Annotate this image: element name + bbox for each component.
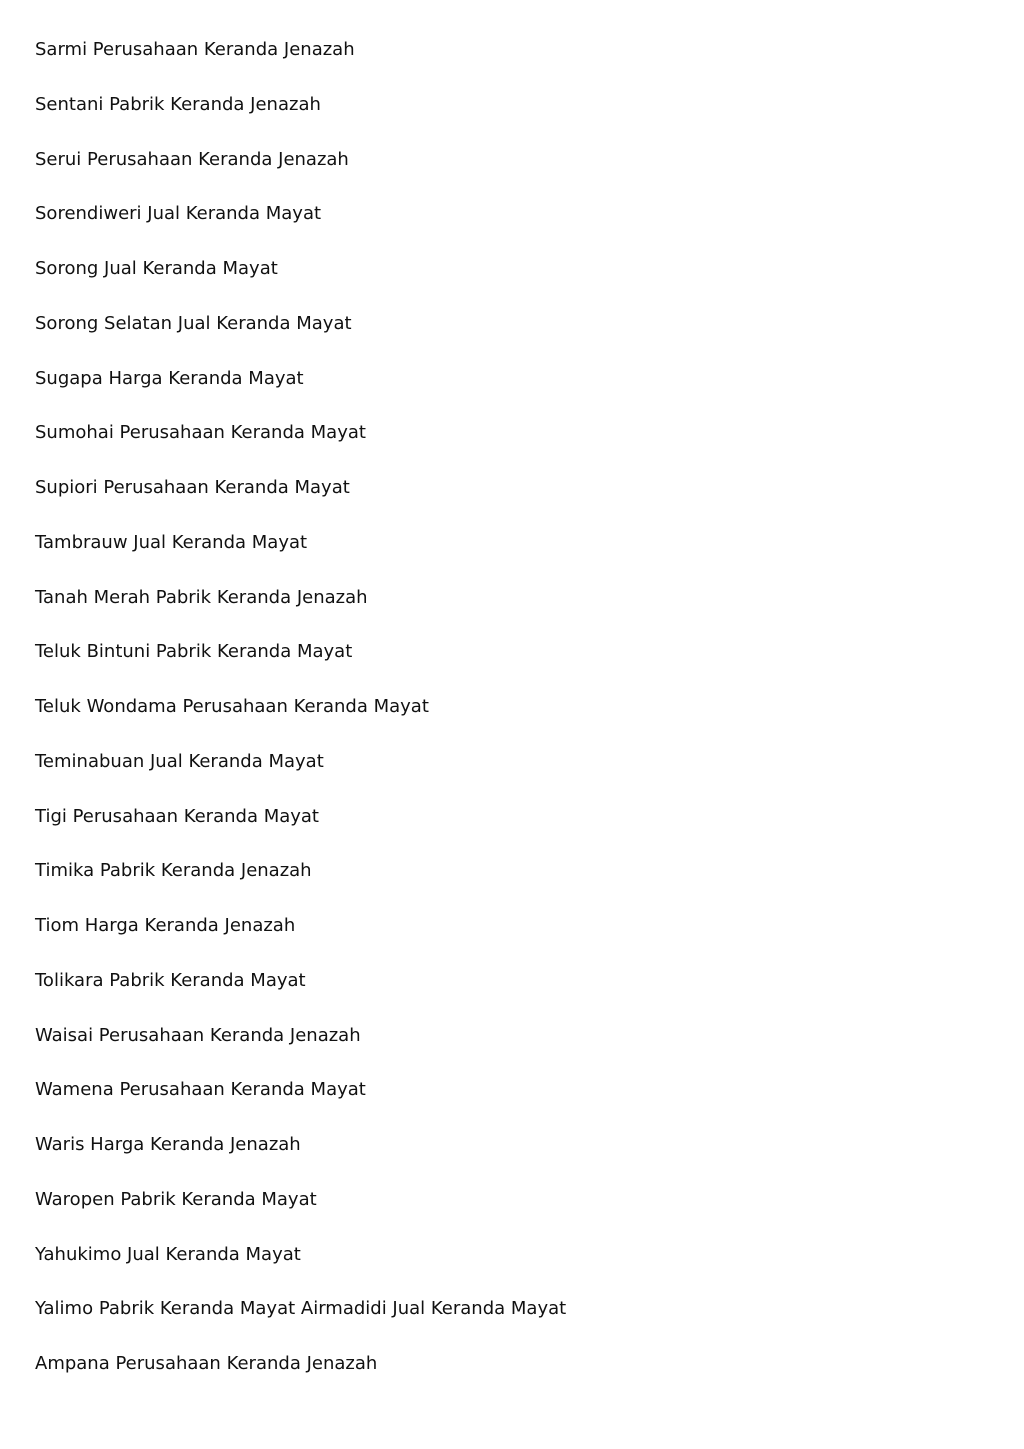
text-line: Tiom Harga Keranda Jenazah [35,915,296,936]
text-line: Teluk Wondama Perusahaan Keranda Mayat [35,696,429,717]
text-line: Sorendiweri Jual Keranda Mayat [35,203,322,225]
text-line: Waris Harga Keranda Jenazah [35,1134,301,1155]
text-line: Sumohai Perusahaan Keranda Mayat [35,422,366,444]
text-line: Ampana Perusahaan Keranda Jenazah [35,1353,378,1374]
text-line: Tanah Merah Pabrik Keranda Jenazah [35,586,368,608]
text-line-list [35,37,995,1406]
text-line: Sentani Pabrik Keranda Jenazah [35,93,321,115]
text-line: Tolikara Pabrik Keranda Mayat [35,969,306,991]
text-line: Waisai Perusahaan Keranda Jenazah [35,1024,361,1046]
text-line: Sorong Selatan Jual Keranda Mayat [35,312,352,334]
text-line: Supiori Perusahaan Keranda Mayat [35,477,350,498]
text-line: Serui Perusahaan Keranda Jenazah [35,148,349,170]
text-line: Teluk Bintuni Pabrik Keranda Mayat [35,641,353,663]
text-line: Sorong Jual Keranda Mayat [35,258,278,279]
text-line: Sarmi Perusahaan Keranda Jenazah [35,39,355,60]
text-line: Sugapa Harga Keranda Mayat [35,367,304,389]
text-line: Yalimo Pabrik Keranda Mayat Airmadidi Jual Keranda Mayat [35,1298,567,1320]
text-line: Yahukimo Jual Keranda Mayat [35,1243,301,1265]
text-line: Tambrauw Jual Keranda Mayat [35,531,308,553]
text-line: Teminabuan Jual Keranda Mayat [35,750,324,772]
text-line: Timika Pabrik Keranda Jenazah [35,860,312,882]
text-line: Waropen Pabrik Keranda Mayat [35,1188,317,1210]
text-line: Wamena Perusahaan Keranda Mayat [35,1079,366,1101]
text-line: Tigi Perusahaan Keranda Mayat [35,805,319,827]
